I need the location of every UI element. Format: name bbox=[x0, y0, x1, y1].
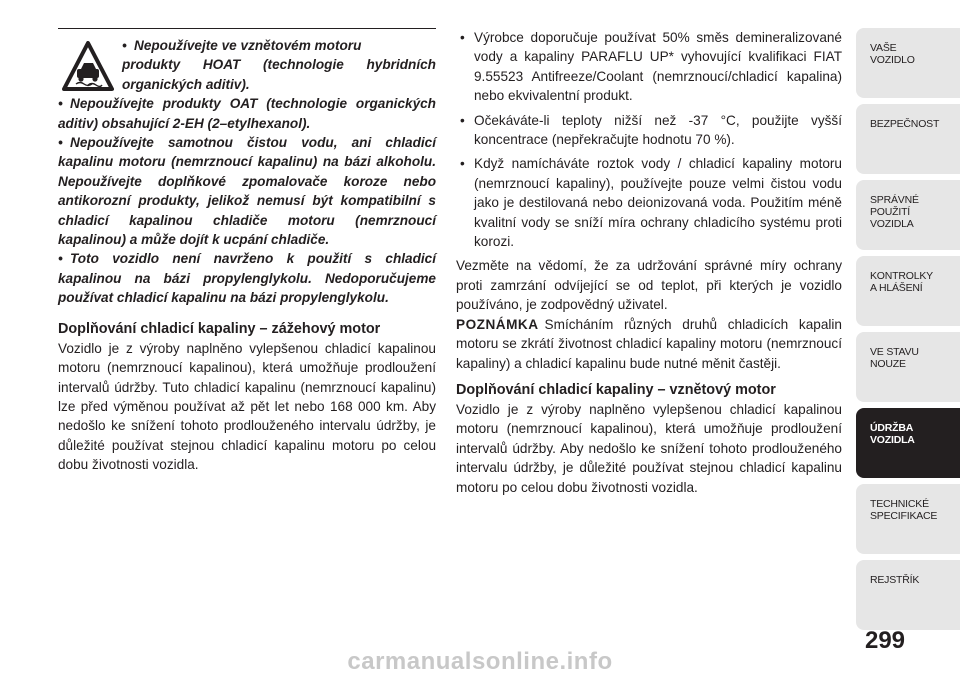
note-label: POZNÁMKA bbox=[456, 316, 539, 332]
tab-vase-vozidlo[interactable]: VAŠE VOZIDLO bbox=[856, 28, 960, 98]
warning-item-cont: produkty HOAT (technologie hybridních organických aditiv). bbox=[122, 57, 436, 92]
list-item: • Když namícháváte roztok vody / chladicí kapaliny motoru (nemrznoucí kapaliny), používejte pouze velmi čistou vodu jako je destilovaná nebo deionizovaná voda. Použitím méně kvalitní vody se sníží míra ochrany chladicího systému proti korozi. bbox=[456, 154, 842, 251]
section-body-petrol: Vozidlo je z výroby naplněno vylepšenou chladicí kapalinou motoru (nemrznoucí kapalinou), která umožňuje prodloužení intervalů údržby. Tuto chladicí kapalinu (nemrznoucí kapalinu) lze před výměnou používat až pět let nebo 168 000 km. Aby nedošlo ke snížení tohoto prodlouženého intervalu údržby, je důležité používat stejnou chladicí kapalinu motoru po celou dobu životnosti vozidla. bbox=[58, 340, 436, 473]
section-heading-diesel: Doplňování chladicí kapaliny – vznětový motor bbox=[456, 381, 776, 398]
responsibility-paragraph: Vezměte na vědomí, že za udržování správné míry ochrany proti zamrzání odvíjející se od teplot, při kterých je vozidlo používáno, je zodpovědný uživatel. bbox=[456, 258, 842, 313]
note-text: Smícháním různých druhů chladicích kapalin motoru se zkrátí životnost chladicí kapaliny motoru (nemrznoucí kapaliny) a chladicí kapalinu bude nutné měnit častěji. bbox=[456, 316, 842, 371]
warning-item: • Nepoužívejte produkty OAT (technologie organických aditiv) obsahující 2-EH (2–etylhexanol). bbox=[58, 96, 436, 131]
chapter-tabs bbox=[856, 28, 960, 636]
right-column bbox=[456, 28, 842, 497]
warning-item: • Toto vozidlo není navrženo k použití s chladicí kapalinou na bázi propylenglykolu. Nedoporučujeme používat chladicí kapalinu na bázi propylenglykolu. bbox=[58, 251, 436, 306]
tab-bezpecnost[interactable]: BEZPEČNOST bbox=[856, 104, 960, 174]
watermark: carmanualsonline.info bbox=[347, 648, 613, 675]
tab-rejstrik[interactable]: REJSTŘÍK bbox=[856, 560, 960, 630]
tab-specifikace[interactable]: TECHNICKÉ SPECIFIKACE bbox=[856, 484, 960, 554]
warning-item: • Nepoužívejte ve vznětovém motoru bbox=[122, 38, 362, 53]
bullet-list bbox=[456, 28, 842, 251]
tab-nouze[interactable]: VE STAVU NOUZE bbox=[856, 332, 960, 402]
list-item: • Výrobce doporučuje používat 50% směs demineralizované vody a kapaliny PARAFLU UP* vyhovující kvalifikaci FIAT 9.55523 Antifreeze/Coolant (nemrznoucí/chladicí kapalina) nebo ekvivalentní produkt. bbox=[456, 28, 842, 106]
tab-spravne-pouziti[interactable]: SPRÁVNÉ POUŽITÍ VOZIDLA bbox=[856, 180, 960, 250]
tab-kontrolky[interactable]: KONTROLKY A HLÁŠENÍ bbox=[856, 256, 960, 326]
page-number: 299 bbox=[864, 627, 906, 654]
warning-car-skid-icon bbox=[62, 41, 114, 93]
warning-box bbox=[58, 28, 436, 308]
note-paragraph bbox=[456, 315, 842, 373]
warning-text bbox=[58, 36, 436, 308]
warning-item-text: Nepoužívejte produkty OAT (technologie organických aditiv) obsahující 2-EH (2–etylhexanol). bbox=[58, 96, 436, 131]
warning-item-text: Toto vozidlo není navrženo k použití s chladicí kapalinou na bázi propylenglykolu. Nedoporučujeme používat chladicí kapalinu na bázi propylenglykolu. bbox=[58, 251, 436, 306]
section-heading-petrol: Doplňování chladicí kapaliny – zážehový motor bbox=[58, 320, 381, 337]
section-body-diesel: Vozidlo je z výroby naplněno vylepšenou chladicí kapalinou motoru (nemrznoucí kapalinou), která umožňuje prodloužení intervalů údržby. Aby nedošlo ke snížení tohoto prodlouženého intervalu údržby, je důležité používat stejnou chladicí kapalinu motoru po celou dobu životnosti vozidla. bbox=[456, 401, 842, 495]
warning-item-text: Nepoužívejte samotnou čistou vodu, ani chladicí kapalinu motoru (nemrznoucí kapalinu) na bázi alkoholu. Nepoužívejte doplňkové zpomalovače koroze nebo antikorozní produkty, jelikož nemusí být kompatibilní s chladicí kapalinou chladiče motoru (nemrznoucí kapalinou) a může dojít k ucpání chladiče. bbox=[58, 135, 436, 248]
left-column bbox=[58, 28, 436, 475]
warning-item: • Nepoužívejte samotnou čistou vodu, ani chladicí kapalinu motoru (nemrznoucí kapalinu) na bázi alkoholu. Nepoužívejte doplňkové zpomalovače koroze nebo antikorozní produkty, jelikož nemusí být kompatibilní s chladicí kapalinou chladiče motoru (nemrznoucí kapalinou) a může dojít k ucpání chladiče. bbox=[58, 135, 436, 248]
tab-udrzba[interactable]: ÚDRŽBA VOZIDLA bbox=[856, 408, 960, 478]
list-item: • Očekáváte-li teploty nižší než -37 °C, použijte vyšší koncentrace (nepřekračujte hodnotu 70 %). bbox=[456, 111, 842, 150]
warning-item-text: Nepoužívejte ve vznětovém motoru bbox=[134, 38, 362, 53]
